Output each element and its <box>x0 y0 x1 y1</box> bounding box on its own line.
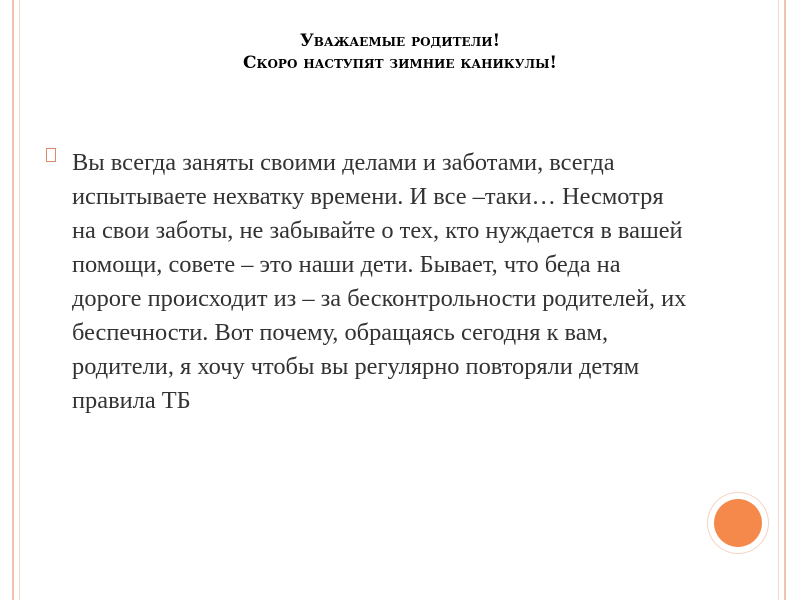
slide-title <box>30 30 770 74</box>
bullet-icon <box>46 148 56 162</box>
bullet-text: Вы всегда заняты своими делами и заботами, всегда испытываете нехватку времени. И все –таки… Несмотря на свои заботы, не забывайте о тех, кто нуждается в вашей помощи, совете – это наши дети. Бывает, что беда на дороге происходит из – за бесконтрольности родителей, их беспечности. Вот почему, обращаясь сегодня к вам, родители, я хочу чтобы вы регулярно повторяли детям правила ТБ <box>72 149 687 414</box>
decorative-circle-icon <box>714 499 762 547</box>
title-line-1: Уважаемые родители! <box>299 31 501 51</box>
title-line-2: Скоро наступят зимние каникулы! <box>243 53 557 73</box>
